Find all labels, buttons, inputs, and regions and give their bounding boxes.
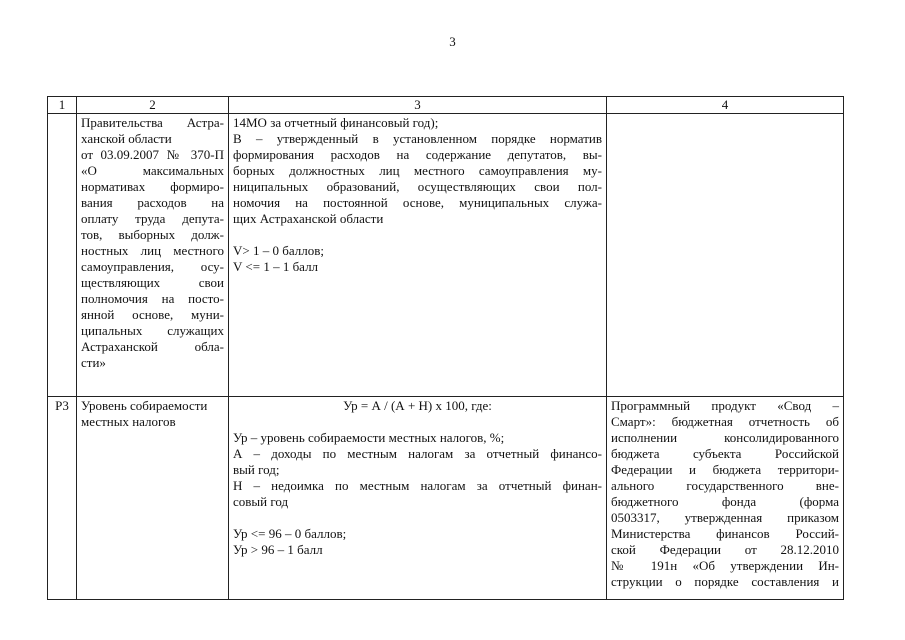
row1-source-line: ципальных служащих xyxy=(81,323,224,338)
row2-method-line: Ур – уровень собираемости местных налогов, %; xyxy=(233,430,505,445)
row1-method-line: ниципальных образований, осуществляющих свои пол- xyxy=(233,179,602,194)
row2-method-cell xyxy=(229,397,607,600)
document-table xyxy=(47,96,844,600)
spacer xyxy=(233,414,602,430)
row2-source-line: Смарт»: бюджетная отчетность об xyxy=(611,414,839,429)
row1-method-line: В – утвержденный в установленном порядке норматив xyxy=(233,131,602,146)
row2-method-line: А – доходы по местным налогам за отчетный финансо- xyxy=(233,446,602,461)
row1-method-line: номочия на постоянной основе, муниципальных служа- xyxy=(233,195,602,210)
row1-source-line: янной основе, муни- xyxy=(81,307,224,322)
table-header-row xyxy=(48,97,844,114)
row1-source-line: Астраханской обла- xyxy=(81,339,224,354)
row2-source-line: струкции о порядке составления и xyxy=(611,574,839,589)
row1-number-cell xyxy=(48,114,77,397)
spacer xyxy=(233,510,602,526)
row2-method-line: вый год; xyxy=(233,462,280,477)
row1-source-line: тов, выборных долж- xyxy=(81,227,224,242)
row1-method-line: формирования расходов на содержание депутатов, вы- xyxy=(233,147,602,162)
row2-score-line: Ур <= 96 – 0 баллов; xyxy=(233,526,347,541)
row2-source-line: 0503317, утвержденная приказом xyxy=(611,510,839,525)
row2-method-line: Н – недоимка по местным налогам за отчетный финан- xyxy=(233,478,602,493)
row2-source-line: Министерства финансов Россий- xyxy=(611,526,839,541)
page-number: 3 xyxy=(449,34,456,49)
row1-score-line: V <= 1 – 1 балл xyxy=(233,259,319,274)
row2-number-cell: Р3 xyxy=(48,397,77,600)
header-col-1: 1 xyxy=(48,97,77,114)
row1-source-line: ществляющих свои xyxy=(81,275,224,290)
row1-source-line: ностных лиц местного xyxy=(81,243,224,258)
row1-source-line: «О максимальных xyxy=(81,163,224,178)
row2-indicator-line: Уровень собираемости xyxy=(81,398,208,413)
row1-method-line: борных должностных лиц местного самоуправления му- xyxy=(233,163,602,178)
row1-source-line: от 03.09.2007 № 370-П xyxy=(81,147,224,162)
row1-source-line: оплату труда депута- xyxy=(81,211,224,226)
row1-source-cell xyxy=(77,114,229,397)
row1-method-cell xyxy=(229,114,607,397)
row1-method-line: 14МО за отчетный финансовый год); xyxy=(233,115,439,130)
row2-source-line: ального государственного вне- xyxy=(611,478,839,493)
row2-source-line: Программный продукт «Свод – xyxy=(611,398,839,413)
row1-method-line: щих Астраханской области xyxy=(233,211,384,226)
table-row xyxy=(48,114,844,397)
row1-source-line: сти» xyxy=(81,355,106,370)
row2-source-data-cell xyxy=(607,397,844,600)
header-col-2: 2 xyxy=(77,97,229,114)
spacer xyxy=(233,227,602,243)
row1-source-line: ханской области xyxy=(81,131,172,146)
row2-score-line: Ур > 96 – 1 балл xyxy=(233,542,323,557)
row2-source-line: бюджета субъекта Российской xyxy=(611,446,839,461)
row2-source-line: № 191н «Об утверждении Ин- xyxy=(611,558,839,573)
row2-formula: Ур = А / (А + Н) х 100, где: xyxy=(343,398,492,413)
row2-indicator-line: местных налогов xyxy=(81,414,176,429)
row1-source-line: нормативах формиро- xyxy=(81,179,224,194)
header-col-3: 3 xyxy=(229,97,607,114)
row1-source-line: самоуправления, осу- xyxy=(81,259,224,274)
row1-score-line: V> 1 – 0 баллов; xyxy=(233,243,324,258)
header-col-4: 4 xyxy=(607,97,844,114)
row2-method-line: совый год xyxy=(233,494,289,509)
row2-indicator-cell xyxy=(77,397,229,600)
row2-source-line: бюджетного фонда (форма xyxy=(611,494,839,509)
row2-source-line: исполнении консолидированного xyxy=(611,430,839,445)
row2-source-line: ской Федерации от 28.12.2010 xyxy=(611,542,839,557)
table-row xyxy=(48,397,844,600)
row1-source-line: полномочия на посто- xyxy=(81,291,224,306)
row1-source-line: Правительства Астра- xyxy=(81,115,224,130)
row1-source-line: вания расходов на xyxy=(81,195,224,210)
row2-source-line: Федерации и бюджета территори- xyxy=(611,462,839,477)
row1-source-data-cell xyxy=(607,114,844,397)
